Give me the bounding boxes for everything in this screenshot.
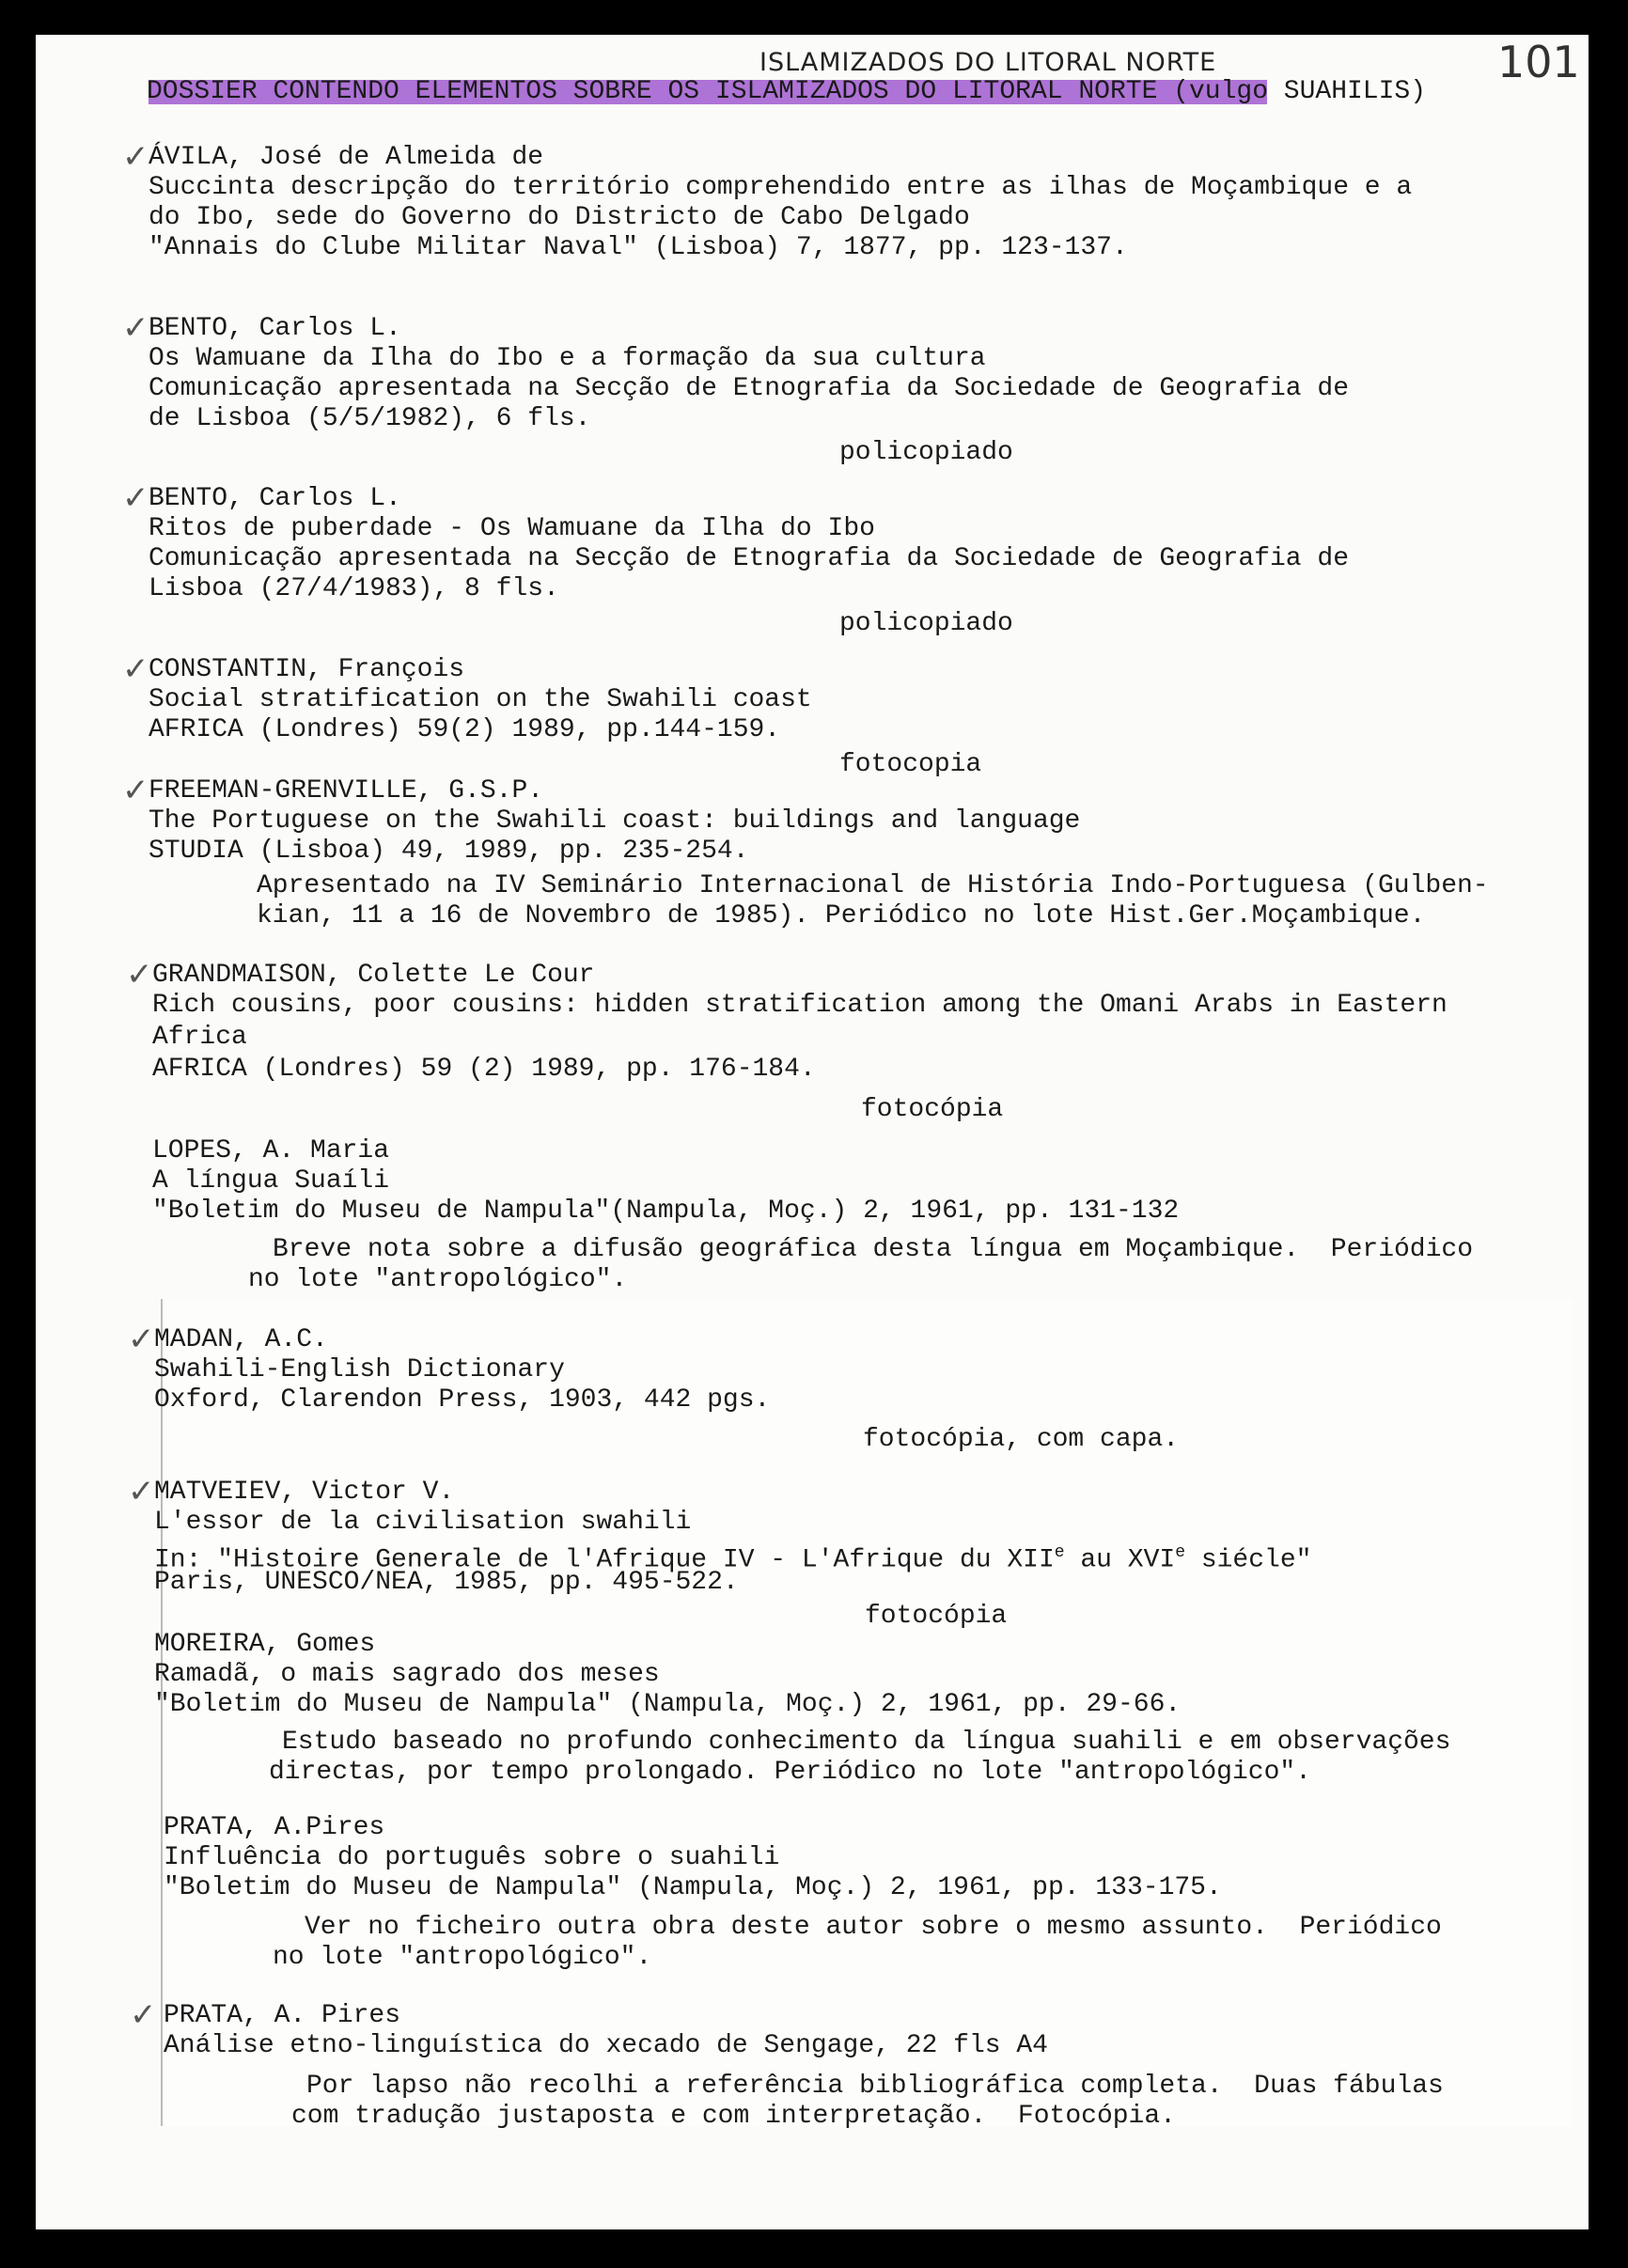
superscript-e: e <box>1054 1543 1065 1562</box>
entry-author: MATVEIEV, Victor V. <box>154 1478 455 1507</box>
entry-line: Comunicação apresentada na Secção de Etnografia da Sociedade de Geografia de <box>149 544 1350 573</box>
entry-line: STUDIA (Lisboa) 49, 1989, pp. 235-254. <box>149 837 749 866</box>
check-icon: ✓ <box>130 1996 157 2034</box>
document-page <box>36 35 1589 2229</box>
superscript-e: e <box>1175 1543 1186 1562</box>
check-icon: ✓ <box>126 956 153 993</box>
entry-author: MOREIRA, Gomes <box>154 1630 376 1659</box>
check-icon: ✓ <box>128 1473 155 1510</box>
entry-author: ÁVILA, José de Almeida de <box>149 143 544 172</box>
entry-note: fotocopia <box>839 750 982 779</box>
entry-author: LOPES, A. Maria <box>152 1136 390 1165</box>
entry-line: "Boletim do Museu de Nampula"(Nampula, Moç.) 2, 1961, pp. 131-132 <box>152 1197 1180 1226</box>
entry-comment: Breve nota sobre a difusão geográfica desta língua em Moçambique. Periódico <box>273 1235 1474 1264</box>
entry-author: GRANDMAISON, Colette Le Cour <box>152 961 595 990</box>
entry-line: Succinta descripção do território comprehendido entre as ilhas de Moçambique e a <box>149 173 1413 202</box>
entry-author: MADAN, A.C. <box>154 1325 328 1354</box>
entry-note: policopiado <box>839 609 1013 638</box>
entry-line: A língua Suaíli <box>152 1166 390 1196</box>
entry-line: Análise etno-linguística do xecado de Sengage, 22 fls A4 <box>164 2031 1048 2060</box>
entry-line: Comunicação apresentada na Secção de Etnografia da Sociedade de Geografia de <box>149 374 1350 403</box>
entry-author: PRATA, A. Pires <box>164 2001 401 2030</box>
entry-note: fotocópia <box>865 1602 1008 1631</box>
entry-line: The Portuguese on the Swahili coast: buildings and language <box>149 806 1081 836</box>
entry-line: Social stratification on the Swahili coast <box>149 685 812 714</box>
entry-comment: Estudo baseado no profundo conhecimento da língua suahili e em observações <box>282 1728 1451 1757</box>
entry-author: PRATA, A.Pires <box>164 1813 385 1842</box>
entry-line: Ramadã, o mais sagrado dos meses <box>154 1660 660 1689</box>
check-icon: ✓ <box>122 309 149 347</box>
entry-line: AFRICA (Londres) 59(2) 1989, pp.144-159. <box>149 715 781 744</box>
entry-line: "Annais do Clube Militar Naval" (Lisboa) 7, 1877, pp. 123-137. <box>149 233 1128 262</box>
entry-author: FREEMAN-GRENVILLE, G.S.P. <box>149 776 544 806</box>
entry-line: Influência do português sobre o suahili <box>164 1843 780 1872</box>
entry-author: BENTO, Carlos L. <box>149 314 401 343</box>
entry-comment: Por lapso não recolhi a referência bibliográfica completa. Duas fábulas <box>306 2072 1444 2101</box>
check-icon: ✓ <box>128 1321 155 1358</box>
header-line: DOSSIER CONTENDO ELEMENTOS SOBRE OS ISLAMIZADOS DO LITORAL NORTE (vulgo SUAHILIS) <box>147 77 1427 106</box>
handwritten-title: ISLAMIZADOS DO LITORAL NORTE <box>759 48 1217 77</box>
entry-line: Ritos de puberdade - Os Wamuane da Ilha do Ibo <box>149 514 875 543</box>
entry-comment: Apresentado na IV Seminário Internacional de História Indo-Portuguesa (Gulben- <box>257 871 1489 900</box>
entry-author: BENTO, Carlos L. <box>149 484 401 513</box>
check-icon: ✓ <box>122 138 149 176</box>
entry-title-part: siécle" <box>1185 1545 1312 1575</box>
entry-line: Swahili-English Dictionary <box>154 1355 565 1384</box>
entry-comment: directas, por tempo prolongado. Periódico no lote "antropológico". <box>269 1758 1311 1787</box>
entry-line: Oxford, Clarendon Press, 1903, 442 pgs. <box>154 1385 771 1415</box>
entry-line: L'essor de la civilisation swahili <box>154 1508 692 1537</box>
entry-line: de Lisboa (5/5/1982), 6 fls. <box>149 404 591 433</box>
entry-line: "Boletim do Museu de Nampula" (Nampula, Moç.) 2, 1961, pp. 29-66. <box>154 1690 1182 1719</box>
entry-comment: kian, 11 a 16 de Novembro de 1985). Periódico no lote Hist.Ger.Moçambique. <box>257 901 1426 931</box>
entry-line: Paris, UNESCO/NEA, 1985, pp. 495-522. <box>154 1568 739 1597</box>
entry-line: AFRICA (Londres) 59 (2) 1989, pp. 176-184. <box>152 1055 816 1084</box>
check-icon: ✓ <box>122 650 149 688</box>
entry-note: fotocópia, com capa. <box>863 1425 1180 1454</box>
entry-comment: no lote "antropológico". <box>248 1265 628 1294</box>
page-number: 101 <box>1497 37 1580 87</box>
entry-title-part: au XVI <box>1064 1545 1176 1575</box>
entry-line: Os Wamuane da Ilha do Ibo e a formação da sua cultura <box>149 344 986 373</box>
entry-title-part: In: "Histoire Generale de l'Afrique IV - L'Afrique du XII <box>154 1545 1055 1575</box>
entry-note: policopiado <box>839 438 1013 467</box>
entry-line: Africa <box>152 1023 247 1052</box>
entry-line: Rich cousins, poor cousins: hidden stratification among the Omani Arabs in Eastern <box>152 991 1448 1020</box>
entry-author: CONSTANTIN, François <box>149 655 465 684</box>
entry-comment: Ver no ficheiro outra obra deste autor sobre o mesmo assunto. Periódico <box>305 1913 1442 1942</box>
check-icon: ✓ <box>122 479 149 517</box>
entry-line: "Boletim do Museu de Nampula" (Nampula, Moç.) 2, 1961, pp. 133-175. <box>164 1873 1222 1902</box>
entry-comment: no lote "antropológico". <box>273 1943 652 1972</box>
entry-line: do Ibo, sede do Governo do Districto de Cabo Delgado <box>149 203 970 232</box>
entry-comment: com tradução justaposta e com interpretação. Fotocópia. <box>291 2102 1176 2131</box>
entry-line: Lisboa (27/4/1983), 8 fls. <box>149 574 559 603</box>
check-icon: ✓ <box>122 772 149 809</box>
entry-note: fotocópia <box>861 1095 1004 1124</box>
